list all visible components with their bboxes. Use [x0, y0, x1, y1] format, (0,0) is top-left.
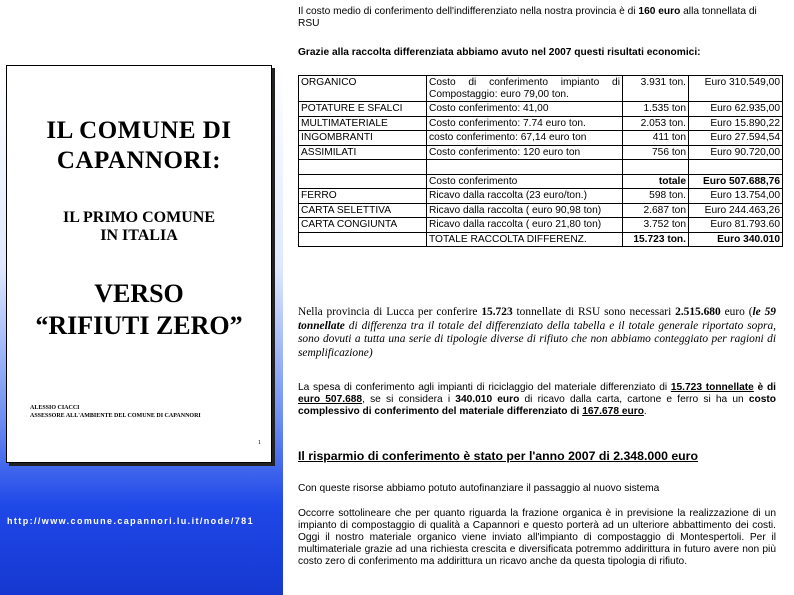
spesa-paragraph [298, 382, 776, 418]
table-row [299, 145, 783, 160]
spesa-amount: euro 507.688 [298, 394, 363, 405]
table-cell-name: ORGANICO [299, 76, 427, 102]
cover-slogan [7, 278, 271, 342]
lucca-s3: tonnellate di RSU sono necessari [512, 306, 676, 318]
table-cell-desc [427, 160, 623, 175]
table-row [299, 218, 783, 233]
risparmio-heading: Il risparmio di conferimento è stato per l'anno 2007 di 2.348.000 euro [298, 449, 698, 463]
cover-title-line2: CAPANNORI: [56, 147, 222, 174]
table-cell-tons [623, 160, 689, 175]
cover-subtitle [7, 209, 271, 245]
table-cell-name: ASSIMILATI [299, 145, 427, 160]
table-cell-name: MULTIMATERIALE [299, 116, 427, 131]
table-cell-name: CARTA SELETTIVA [299, 203, 427, 218]
table-cell-tons: 15.723 ton. [623, 232, 689, 247]
table-cell-euro: Euro 340.010 [689, 232, 783, 247]
table-row [299, 189, 783, 204]
table-row [299, 232, 783, 247]
lucca-s1: Nella provincia di Lucca per conferire [298, 306, 482, 318]
table-cell-tons: 2.687 ton [623, 203, 689, 218]
table-cell-tons: 411 ton [623, 131, 689, 146]
lucca-s5: euro ( [720, 306, 753, 318]
table-cell-euro: Euro 27.594,54 [689, 131, 783, 146]
table-cell-euro: Euro 62.935,00 [689, 102, 783, 117]
spesa-tons: 15.723 tonnellate [670, 382, 754, 393]
cover-author-role: ASSESSORE ALL'AMBIENTE DEL COMUNE DI CAPANNORI [30, 413, 201, 419]
intro-text-c: alla tonnellata di RSU [298, 6, 757, 29]
occorre-paragraph: Occorre sottolineare che per quanto riguarda la frazione organica è in previsione la realizzazione di un impianto di compostaggio di qualità a Capannori e questo porterà ad un ulteriore abbattimento dei costi. Oggi il nostro materiale organico viene inviato all'impianto di compostaggio di Montespertoli. Per il multimateriale grazie ad una richiesta crescita e diversificata potremmo addirittura in futuro avere non più costo zero di conferimento ma addirittura un ricavo anche da questa tipologia di rifiuto. [298, 508, 776, 567]
table-cell-desc: Ricavo dalla raccolta ( euro 90,98 ton) [427, 203, 623, 218]
intro-cost-value: 160 euro [638, 6, 681, 17]
lucca-tons: 15.723 [481, 306, 513, 318]
lucca-s7: di differenza tra il totale del differenziato della tabella e il totale generale riportato sopra, sono dovuti a tutta una serie di tipologie diverse di rifiuto che non abbiamo conteggiato per ragioni di semplificazione) [298, 319, 776, 359]
table-cell-tons: 756 ton [623, 145, 689, 160]
left-panel [0, 0, 283, 595]
table-cell-name: POTATURE E SFALCI [299, 102, 427, 117]
results-heading: Grazie alla raccolta differenziata abbiamo avuto nel 2007 questi risultati economici: [298, 47, 701, 58]
table-cell-desc: Ricavo dalla raccolta ( euro 21,80 ton) [427, 218, 623, 233]
table-row [299, 203, 783, 218]
table-row [299, 102, 783, 117]
table-cell-tons: 1.535 ton [623, 102, 689, 117]
table-row [299, 174, 783, 189]
intro-text-a: Il costo medio di conferimento dell'indifferenziato nella nostra provincia è di [298, 6, 639, 17]
cover-title [7, 116, 271, 176]
table-cell-tons: totale [623, 174, 689, 189]
intro-paragraph [298, 6, 776, 30]
table-cell-desc: Costo conferimento: 7.74 euro ton. [427, 116, 623, 131]
cover-subtitle-line2: IN ITALIA [100, 227, 178, 244]
cover-subtitle-line1: IL PRIMO COMUNE [63, 209, 215, 226]
table-cell-euro [689, 160, 783, 175]
cost-table [298, 75, 783, 247]
cover-page-number: 1 [258, 440, 261, 446]
table-cell-tons: 2.053 ton. [623, 116, 689, 131]
table-row [299, 116, 783, 131]
table-cell-euro: Euro 13.754,00 [689, 189, 783, 204]
cover-slogan-line2: “RIFIUTI ZERO” [35, 311, 243, 340]
lucca-paragraph [298, 306, 776, 360]
table-row [299, 160, 783, 175]
lucca-s6: le 59 tonnellate [298, 306, 776, 332]
table-cell-euro: Euro 15.890,22 [689, 116, 783, 131]
table-cell-desc: Costo conferimento [427, 174, 623, 189]
source-url-link[interactable]: http://www.comune.capannori.lu.it/node/781 [7, 516, 254, 526]
spesa-s5: , se si considera i [362, 394, 456, 405]
table-cell-euro: Euro 90.720,00 [689, 145, 783, 160]
table-cell-desc: Costo conferimento: 120 euro ton [427, 145, 623, 160]
table-cell-tons: 3.931 ton. [623, 76, 689, 102]
cover-slogan-line1: VERSO [94, 279, 184, 308]
spesa-s7: di ricavo dalla carta, cartone e ferro si ha un [519, 394, 749, 405]
lucca-amount: 2.515.680 [675, 306, 721, 318]
table-cell-desc: TOTALE RACCOLTA DIFFERENZ. [427, 232, 623, 247]
table-cell-name [299, 174, 427, 189]
cover-author-name: ALESSIO CIACCI [30, 405, 80, 411]
spesa-total: 167.678 euro [582, 406, 644, 417]
table-cell-desc: costo conferimento: 67,14 euro ton [427, 131, 623, 146]
table-cell-name [299, 160, 427, 175]
table-cell-euro: Euro 310.549,00 [689, 76, 783, 102]
table-cell-name [299, 232, 427, 247]
spesa-ricavo: 340.010 euro [455, 394, 520, 405]
table-cell-euro: Euro 81.793.60 [689, 218, 783, 233]
table-cell-desc: Costo di conferimento impianto di Compostaggio: euro 79,00 ton. [427, 76, 623, 102]
spesa-s10: . [643, 406, 647, 417]
spesa-s8: costo complessivo di conferimento del materiale differenziato di [298, 394, 777, 417]
spesa-s3: è di [753, 382, 776, 393]
table-row [299, 76, 783, 102]
table-cell-tons: 598 ton. [623, 189, 689, 204]
table-cell-euro: Euro 507.688,76 [689, 174, 783, 189]
risorse-paragraph: Con queste risorse abbiamo potuto autofinanziare il passaggio al nuovo sistema [298, 483, 660, 494]
table-row [299, 131, 783, 146]
table-cell-euro: Euro 244.463,26 [689, 203, 783, 218]
cover-title-line1: IL COMUNE DI [46, 117, 232, 144]
table-cell-name: FERRO [299, 189, 427, 204]
report-cover-image [6, 65, 272, 463]
cover-author [30, 404, 201, 420]
table-cell-tons: 3.752 ton [623, 218, 689, 233]
table-cell-desc: Ricavo dalla raccolta (23 euro/ton.) [427, 189, 623, 204]
table-cell-desc: Costo conferimento: 41,00 [427, 102, 623, 117]
spesa-s1: La spesa di conferimento agli impianti di riciclaggio del materiale differenziato di [298, 382, 671, 393]
table-cell-name: INGOMBRANTI [299, 131, 427, 146]
table-cell-name: CARTA CONGIUNTA [299, 218, 427, 233]
